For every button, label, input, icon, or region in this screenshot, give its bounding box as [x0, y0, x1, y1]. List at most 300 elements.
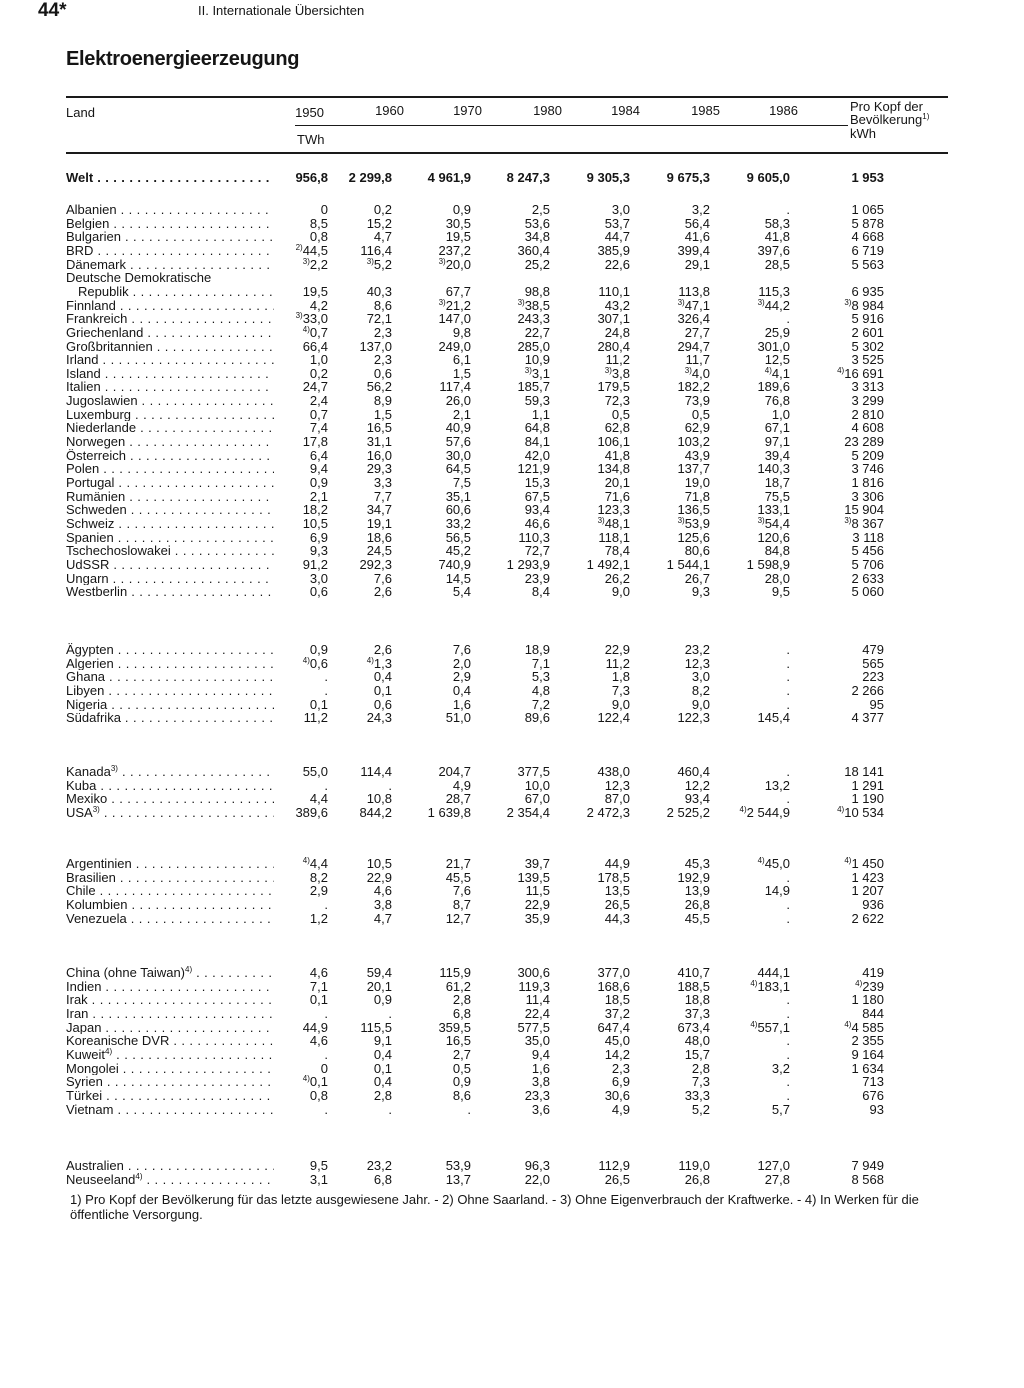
table-cell: 4,6	[309, 1033, 328, 1049]
table-cell: 189,6	[757, 379, 790, 395]
table-cell: 9,1	[373, 1033, 392, 1049]
row-label: Brasilien . . .	[66, 871, 274, 885]
table-cell: 6,8	[373, 1171, 392, 1187]
table-cell: 2 299,8	[348, 170, 392, 185]
table-cell: 8,6	[452, 1087, 471, 1103]
table-cell: 7,6	[452, 883, 471, 899]
table-cell: 5 456	[851, 543, 884, 559]
table-cell: 2,3	[611, 1060, 630, 1076]
table-cell: $^{3)}$8 367	[844, 515, 884, 531]
table-cell: 2,7	[452, 1046, 471, 1062]
table-cell: 5 209	[851, 447, 884, 463]
table-cell: .	[786, 764, 790, 779]
table-cell: 6,4	[309, 447, 328, 463]
row-label: Luxemburg . . .	[66, 408, 274, 422]
table-cell: $^{4)}$1,3	[366, 655, 392, 671]
table-cell: 7,3	[691, 1074, 710, 1090]
table-cell: 9,0	[691, 696, 710, 712]
table-cell: 137,0	[359, 338, 392, 354]
table-cell: 98,8	[524, 283, 550, 299]
table-cell: 119,0	[678, 1158, 710, 1173]
table-cell: 3 525	[851, 352, 884, 368]
table-cell: 34,8	[524, 229, 550, 245]
table-cell: $^{3)}$47,1	[677, 297, 710, 313]
row-label: Niederlande . . .	[66, 421, 274, 435]
table-cell: $^{4)}$16 691	[837, 365, 884, 381]
row-label: Jugoslawien . . .	[66, 394, 274, 408]
row-label: Finnland . . .	[66, 299, 274, 313]
header-unit-kwh: kWh	[850, 126, 876, 141]
table-cell: 3,2	[771, 1060, 790, 1076]
table-cell: 2 525,2	[666, 804, 710, 820]
row-label: Australien . . .	[66, 1159, 274, 1173]
table-cell: 2 354,4	[506, 804, 550, 820]
table-cell: 168,6	[597, 978, 630, 994]
table-cell: 14,9	[764, 883, 790, 899]
table-cell: 18,2	[302, 502, 328, 518]
table-cell: 844	[862, 1005, 884, 1021]
table-cell: 2,9	[309, 883, 328, 899]
table-cell: .	[324, 669, 328, 685]
row-label: Polen . . .	[66, 462, 274, 476]
table-cell: 2,8	[452, 992, 471, 1008]
table-cell: 8,2	[309, 869, 328, 885]
row-label: Libyen . . .	[66, 684, 274, 698]
table-cell: .	[786, 669, 790, 685]
table-cell: 9,0	[611, 584, 630, 600]
table-cell: 280,4	[597, 338, 630, 354]
table-cell: 20,1	[366, 978, 392, 994]
header-year-1985: 1985	[691, 103, 720, 118]
row-label: Vietnam . . .	[66, 1103, 274, 1117]
table-cell: 43,2	[604, 297, 630, 313]
table-cell: 0,6	[373, 365, 392, 381]
table-cell: .	[786, 1074, 790, 1090]
table-cell: 22,9	[604, 642, 630, 657]
table-cell: 185,7	[517, 379, 550, 395]
table-cell: .	[786, 311, 790, 327]
table-cell: 26,2	[604, 570, 630, 586]
header-per-capita-2: Bevölkerung$^{1)}$	[850, 112, 930, 127]
table-cell: 2 810	[851, 406, 884, 422]
table-cell: 1,6	[531, 1060, 550, 1076]
table-cell: 0,7	[309, 406, 328, 422]
table-cell: 55,0	[302, 764, 328, 779]
table-cell: 9,4	[309, 461, 328, 477]
row-label: Portugal . . .	[66, 476, 274, 490]
table-cell: 25,9	[764, 324, 790, 340]
table-cell: $^{4)}$4,1	[764, 365, 790, 381]
table-cell: 3 746	[851, 461, 884, 477]
table-cell: 11,2	[605, 655, 630, 671]
table-cell: 0	[320, 202, 328, 217]
table-cell: $^{3)}$20,0	[438, 256, 471, 272]
table-cell: 5 878	[851, 215, 884, 231]
row-label: Nigeria . . .	[66, 698, 274, 712]
table-cell: 93,4	[684, 791, 710, 807]
table-cell: 1 423	[851, 869, 884, 885]
table-cell: 1 598,9	[746, 556, 790, 572]
table-cell: 1 492,1	[586, 556, 630, 572]
table-cell: 22,9	[524, 896, 550, 912]
row-label: USA$^{3)}$ . . .	[66, 806, 274, 820]
table-cell: 78,4	[604, 543, 630, 559]
table-cell: 33,3	[684, 1087, 710, 1103]
table-cell: 2,3	[373, 324, 392, 340]
table-cell: $^{4)}$10 534	[837, 804, 884, 820]
table-cell: .	[324, 682, 328, 698]
table-cell: .	[786, 655, 790, 671]
table-cell: 2 355	[851, 1033, 884, 1049]
table-cell: 1 293,9	[506, 556, 550, 572]
table-cell: 2 601	[851, 324, 884, 340]
table-cell: 0,9	[452, 202, 471, 217]
table-cell: .	[786, 642, 790, 657]
table-cell: 21,7	[445, 856, 471, 871]
table-cell: 117,4	[439, 379, 471, 395]
table-cell: 5,2	[691, 1101, 710, 1117]
row-label: Spanien . . .	[66, 531, 274, 545]
table-cell: 204,7	[438, 764, 471, 779]
table-cell: 956,8	[295, 170, 328, 185]
table-cell: 11,2	[605, 352, 630, 368]
table-cell: 23,2	[366, 1158, 392, 1173]
table-cell: 45,3	[684, 856, 710, 871]
table-cell: 0,9	[452, 1074, 471, 1090]
table-cell: 44,7	[604, 229, 630, 245]
row-label: Welt . . .	[66, 171, 274, 185]
table-cell: 740,9	[438, 556, 471, 572]
table-cell: 1,0	[771, 406, 790, 422]
table-cell: 9 605,0	[746, 170, 790, 185]
table-cell: 64,5	[445, 461, 471, 477]
table-cell: 41,8	[764, 229, 790, 245]
table-cell: 35,1	[445, 488, 471, 504]
table-cell: 26,8	[684, 1171, 710, 1187]
table-cell: 14,2	[604, 1046, 630, 1062]
table-cell: 18,6	[366, 529, 392, 545]
table-cell: 0,1	[373, 682, 392, 698]
table-cell: 7,6	[373, 570, 392, 586]
table-cell: 0,9	[309, 475, 328, 490]
table-cell: 30,5	[445, 215, 471, 231]
table-cell: 7,7	[373, 488, 392, 504]
header-year-1980: 1980	[533, 103, 562, 118]
table-cell: 285,0	[517, 338, 550, 354]
table-cell: $^{3)}$33,0	[295, 311, 328, 327]
row-label: Argentinien . . .	[66, 857, 274, 871]
table-cell: 35,0	[524, 1033, 550, 1049]
table-cell: 120,6	[757, 529, 790, 545]
table-cell: 1,0	[309, 352, 328, 368]
table-cell: 46,6	[524, 515, 550, 531]
table-cell: 307,1	[597, 311, 630, 327]
table-cell: 8,2	[691, 682, 710, 698]
row-label: Indien . . .	[66, 980, 274, 994]
table-cell: 27,7	[684, 324, 710, 340]
table-cell: 6,9	[309, 529, 328, 545]
table-cell: 8 247,3	[506, 170, 550, 185]
table-cell: 59,3	[524, 393, 550, 409]
table-cell: 4,7	[373, 910, 392, 926]
table-cell: 192,9	[677, 869, 710, 885]
table-cell: 140,3	[757, 461, 790, 477]
table-cell: 0,6	[309, 584, 328, 600]
table-cell: 10,8	[366, 791, 392, 807]
table-cell: 95	[869, 696, 884, 712]
table-cell: 45,2	[445, 543, 471, 559]
table-cell: 397,6	[757, 242, 790, 258]
table-cell: 7,4	[309, 420, 328, 436]
table-cell: 9 675,3	[666, 170, 710, 185]
table-cell: 23,3	[524, 1087, 550, 1103]
row-label: Syrien . . .	[66, 1075, 274, 1089]
table-cell: 3,8	[373, 896, 392, 912]
table-cell: $^{4)}$0,6	[302, 655, 328, 671]
table-cell: 9,5	[771, 584, 790, 600]
table-cell: 419	[862, 965, 884, 980]
table-cell: 0,5	[452, 1060, 471, 1076]
table-cell: 243,3	[517, 311, 550, 327]
table-cell: .	[388, 777, 392, 793]
table-cell: 9,3	[309, 543, 328, 559]
table-cell: 0,2	[309, 365, 328, 381]
table-cell: 103,2	[677, 434, 710, 450]
table-cell: 37,2	[604, 1005, 630, 1021]
table-cell: 12,2	[684, 777, 710, 793]
table-cell: 2,6	[373, 584, 392, 600]
row-label: Koreanische DVR . . .	[66, 1034, 274, 1048]
table-cell: 115,5	[360, 1019, 392, 1035]
table-cell: $^{3)}$2,2	[302, 256, 328, 272]
table-cell: 147,0	[438, 311, 471, 327]
table-cell: 17,8	[302, 434, 328, 450]
table-cell: 3,2	[691, 202, 710, 217]
table-cell: 3,0	[691, 669, 710, 685]
table-cell: 9 164	[851, 1046, 884, 1062]
header-year-1984: 1984	[611, 103, 640, 118]
table-cell: .	[324, 1101, 328, 1117]
table-cell: .	[786, 1046, 790, 1062]
table-cell: 76,8	[764, 393, 790, 409]
table-cell: 5,4	[452, 584, 471, 600]
table-cell: 359,5	[438, 1019, 471, 1035]
row-label: Türkei . . .	[66, 1089, 274, 1103]
table-cell: .	[786, 992, 790, 1008]
table-cell: 24,3	[366, 710, 392, 726]
table-cell: 139,5	[517, 869, 550, 885]
table-cell: 479	[862, 642, 884, 657]
table-cell: 2 622	[851, 910, 884, 926]
table-cell: 29,3	[366, 461, 392, 477]
table-cell: $^{3)}$48,1	[597, 515, 630, 531]
table-cell: $^{3)}$4,0	[684, 365, 710, 381]
table-cell: 41,8	[604, 447, 630, 463]
table-cell: 399,4	[677, 242, 710, 258]
table-cell: .	[786, 1033, 790, 1049]
table-cell: 2,1	[309, 488, 328, 504]
table-cell: 11,5	[525, 883, 550, 899]
table-cell: 15 904	[844, 502, 884, 518]
table-cell: 1 639,8	[427, 804, 471, 820]
table-cell: 4 668	[851, 229, 884, 245]
row-label: Algerien . . .	[66, 657, 274, 671]
table-cell: 9,5	[309, 1158, 328, 1173]
row-label: Japan . . .	[66, 1021, 274, 1035]
table-cell: 8,7	[452, 896, 471, 912]
row-label: Schweiz . . .	[66, 517, 274, 531]
table-cell: 15,3	[524, 475, 550, 490]
table-cell: 115,9	[439, 965, 471, 980]
table-cell: 7,1	[531, 655, 550, 671]
table-cell: 115,3	[758, 283, 790, 299]
table-cell: 16,0	[366, 447, 392, 463]
table-cell: 5 060	[851, 584, 884, 600]
table-cell: 35,9	[524, 910, 550, 926]
table-cell: 24,8	[604, 324, 630, 340]
table-cell: 5,3	[531, 669, 550, 685]
row-label: Kuweit$^{4)}$ . . .	[66, 1048, 274, 1062]
table-cell: 1 816	[851, 475, 884, 490]
table-cell: .	[324, 1046, 328, 1062]
table-cell: 80,6	[684, 543, 710, 559]
table-cell: 0,5	[611, 406, 630, 422]
table-cell: .	[786, 910, 790, 926]
table-cell: 3,1	[309, 1171, 328, 1187]
table-cell: 67,1	[764, 420, 790, 436]
table-cell: 61,2	[445, 978, 471, 994]
section-title: II. Internationale Übersichten	[198, 3, 365, 18]
table-cell: 40,3	[366, 283, 392, 299]
table-cell: 7,2	[531, 696, 550, 712]
table-cell: 84,8	[764, 543, 790, 559]
table-cell: 9,3	[691, 584, 710, 600]
table-cell: 3 118	[852, 529, 884, 545]
table-cell: 2,0	[452, 655, 471, 671]
row-label: Großbritannien . . .	[66, 340, 274, 354]
table-cell: 249,0	[438, 338, 471, 354]
row-label: Rumänien . . .	[66, 490, 274, 504]
table-cell: 0,5	[691, 406, 710, 422]
table-cell: 292,3	[359, 556, 392, 572]
row-label: Venezuela . . .	[66, 912, 274, 926]
table-cell: 64,8	[524, 420, 550, 436]
table-cell: $^{2)}$44,5	[295, 242, 328, 258]
table-cell: 137,7	[677, 461, 710, 477]
table-cell: 565	[862, 655, 884, 671]
table-cell: 112,9	[598, 1158, 630, 1173]
table-cell: 119,3	[518, 978, 550, 994]
table-cell: 96,3	[524, 1158, 550, 1173]
table-cell: 2 472,3	[586, 804, 630, 820]
row-label: Österreich . . .	[66, 449, 274, 463]
table-cell: 44,9	[302, 1019, 328, 1035]
row-label: Italien . . .	[66, 380, 274, 394]
table-cell: 93	[869, 1101, 884, 1117]
table-cell: 1,1	[531, 406, 550, 422]
table-cell: $^{4)}$4,4	[302, 856, 328, 871]
table-cell: 6,1	[452, 352, 471, 368]
table-cell: 48,0	[684, 1033, 710, 1049]
table-cell: 40,9	[445, 420, 471, 436]
table-cell: 15,7	[684, 1046, 710, 1062]
table-cell: $^{4)}$0,7	[302, 324, 328, 340]
table-cell: 58,3	[764, 215, 790, 231]
table-cell: .	[786, 202, 790, 217]
table-cell: 1 291	[851, 777, 884, 793]
header-land: Land	[66, 105, 95, 120]
table-cell: 125,6	[677, 529, 710, 545]
table-cell: 22,6	[604, 256, 630, 272]
table-cell: 110,1	[598, 283, 630, 299]
table-cell: 7,6	[452, 642, 471, 657]
table-cell: 0,4	[373, 1074, 392, 1090]
table-cell: 44,9	[604, 856, 630, 871]
table-cell: 123,3	[597, 502, 630, 518]
row-label: Deutsche Demokratische	[66, 271, 212, 285]
table-cell: 60,6	[445, 502, 471, 518]
table-cell: 936	[862, 896, 884, 912]
table-cell: .	[786, 1087, 790, 1103]
table-cell: 0,8	[309, 229, 328, 245]
table-cell: 2,4	[309, 393, 328, 409]
table-cell: 27,8	[764, 1171, 790, 1187]
table-cell: 2,8	[691, 1060, 710, 1076]
table-cell: 377,5	[517, 764, 550, 779]
table-cell: .	[786, 896, 790, 912]
page-number: 44*	[38, 0, 67, 21]
table-cell: $^{4)}$4 585	[844, 1019, 884, 1035]
table-cell: 1 544,1	[666, 556, 710, 572]
table-cell: 8,9	[373, 393, 392, 409]
table-cell: 93,4	[524, 502, 550, 518]
table-cell: 19,5	[445, 229, 471, 245]
table-cell: 43,9	[684, 447, 710, 463]
table-cell: 2,1	[452, 406, 471, 422]
row-label: Südafrika . . .	[66, 711, 274, 725]
table-cell: 1,5	[452, 365, 471, 381]
table-cell: 460,4	[677, 764, 710, 779]
table-cell: 178,5	[597, 869, 630, 885]
table-cell: 18,8	[684, 992, 710, 1008]
table-cell: 118,1	[598, 529, 630, 545]
table-cell: 24,7	[302, 379, 328, 395]
table-cell: 66,4	[302, 338, 328, 354]
table-cell: 5 706	[851, 556, 884, 572]
table-cell: 34,7	[366, 502, 392, 518]
row-label: BRD . . .	[66, 244, 274, 258]
table-cell: 11,7	[685, 352, 710, 368]
table-cell: 237,2	[438, 242, 471, 258]
row-label: Irland . . .	[66, 353, 274, 367]
table-cell: 14,5	[445, 570, 471, 586]
table-cell: 45,5	[684, 910, 710, 926]
row-label: Norwegen . . .	[66, 435, 274, 449]
row-label: Kuba . . .	[66, 779, 274, 793]
table-cell: 28,7	[445, 791, 471, 807]
footnote-ref: 1)	[922, 112, 930, 121]
table-cell: 73,9	[684, 393, 710, 409]
table-cell: 10,5	[366, 856, 392, 871]
table-cell: 53,9	[445, 1158, 471, 1173]
table-cell: 45,5	[445, 869, 471, 885]
table-cell: 11,2	[303, 710, 328, 726]
table-cell: 87,0	[604, 791, 630, 807]
header-unit-twh: TWh	[297, 132, 325, 147]
table-cell: 26,0	[445, 393, 471, 409]
header-year-1950: 1950	[295, 105, 324, 120]
table-cell: 18,7	[764, 475, 790, 490]
